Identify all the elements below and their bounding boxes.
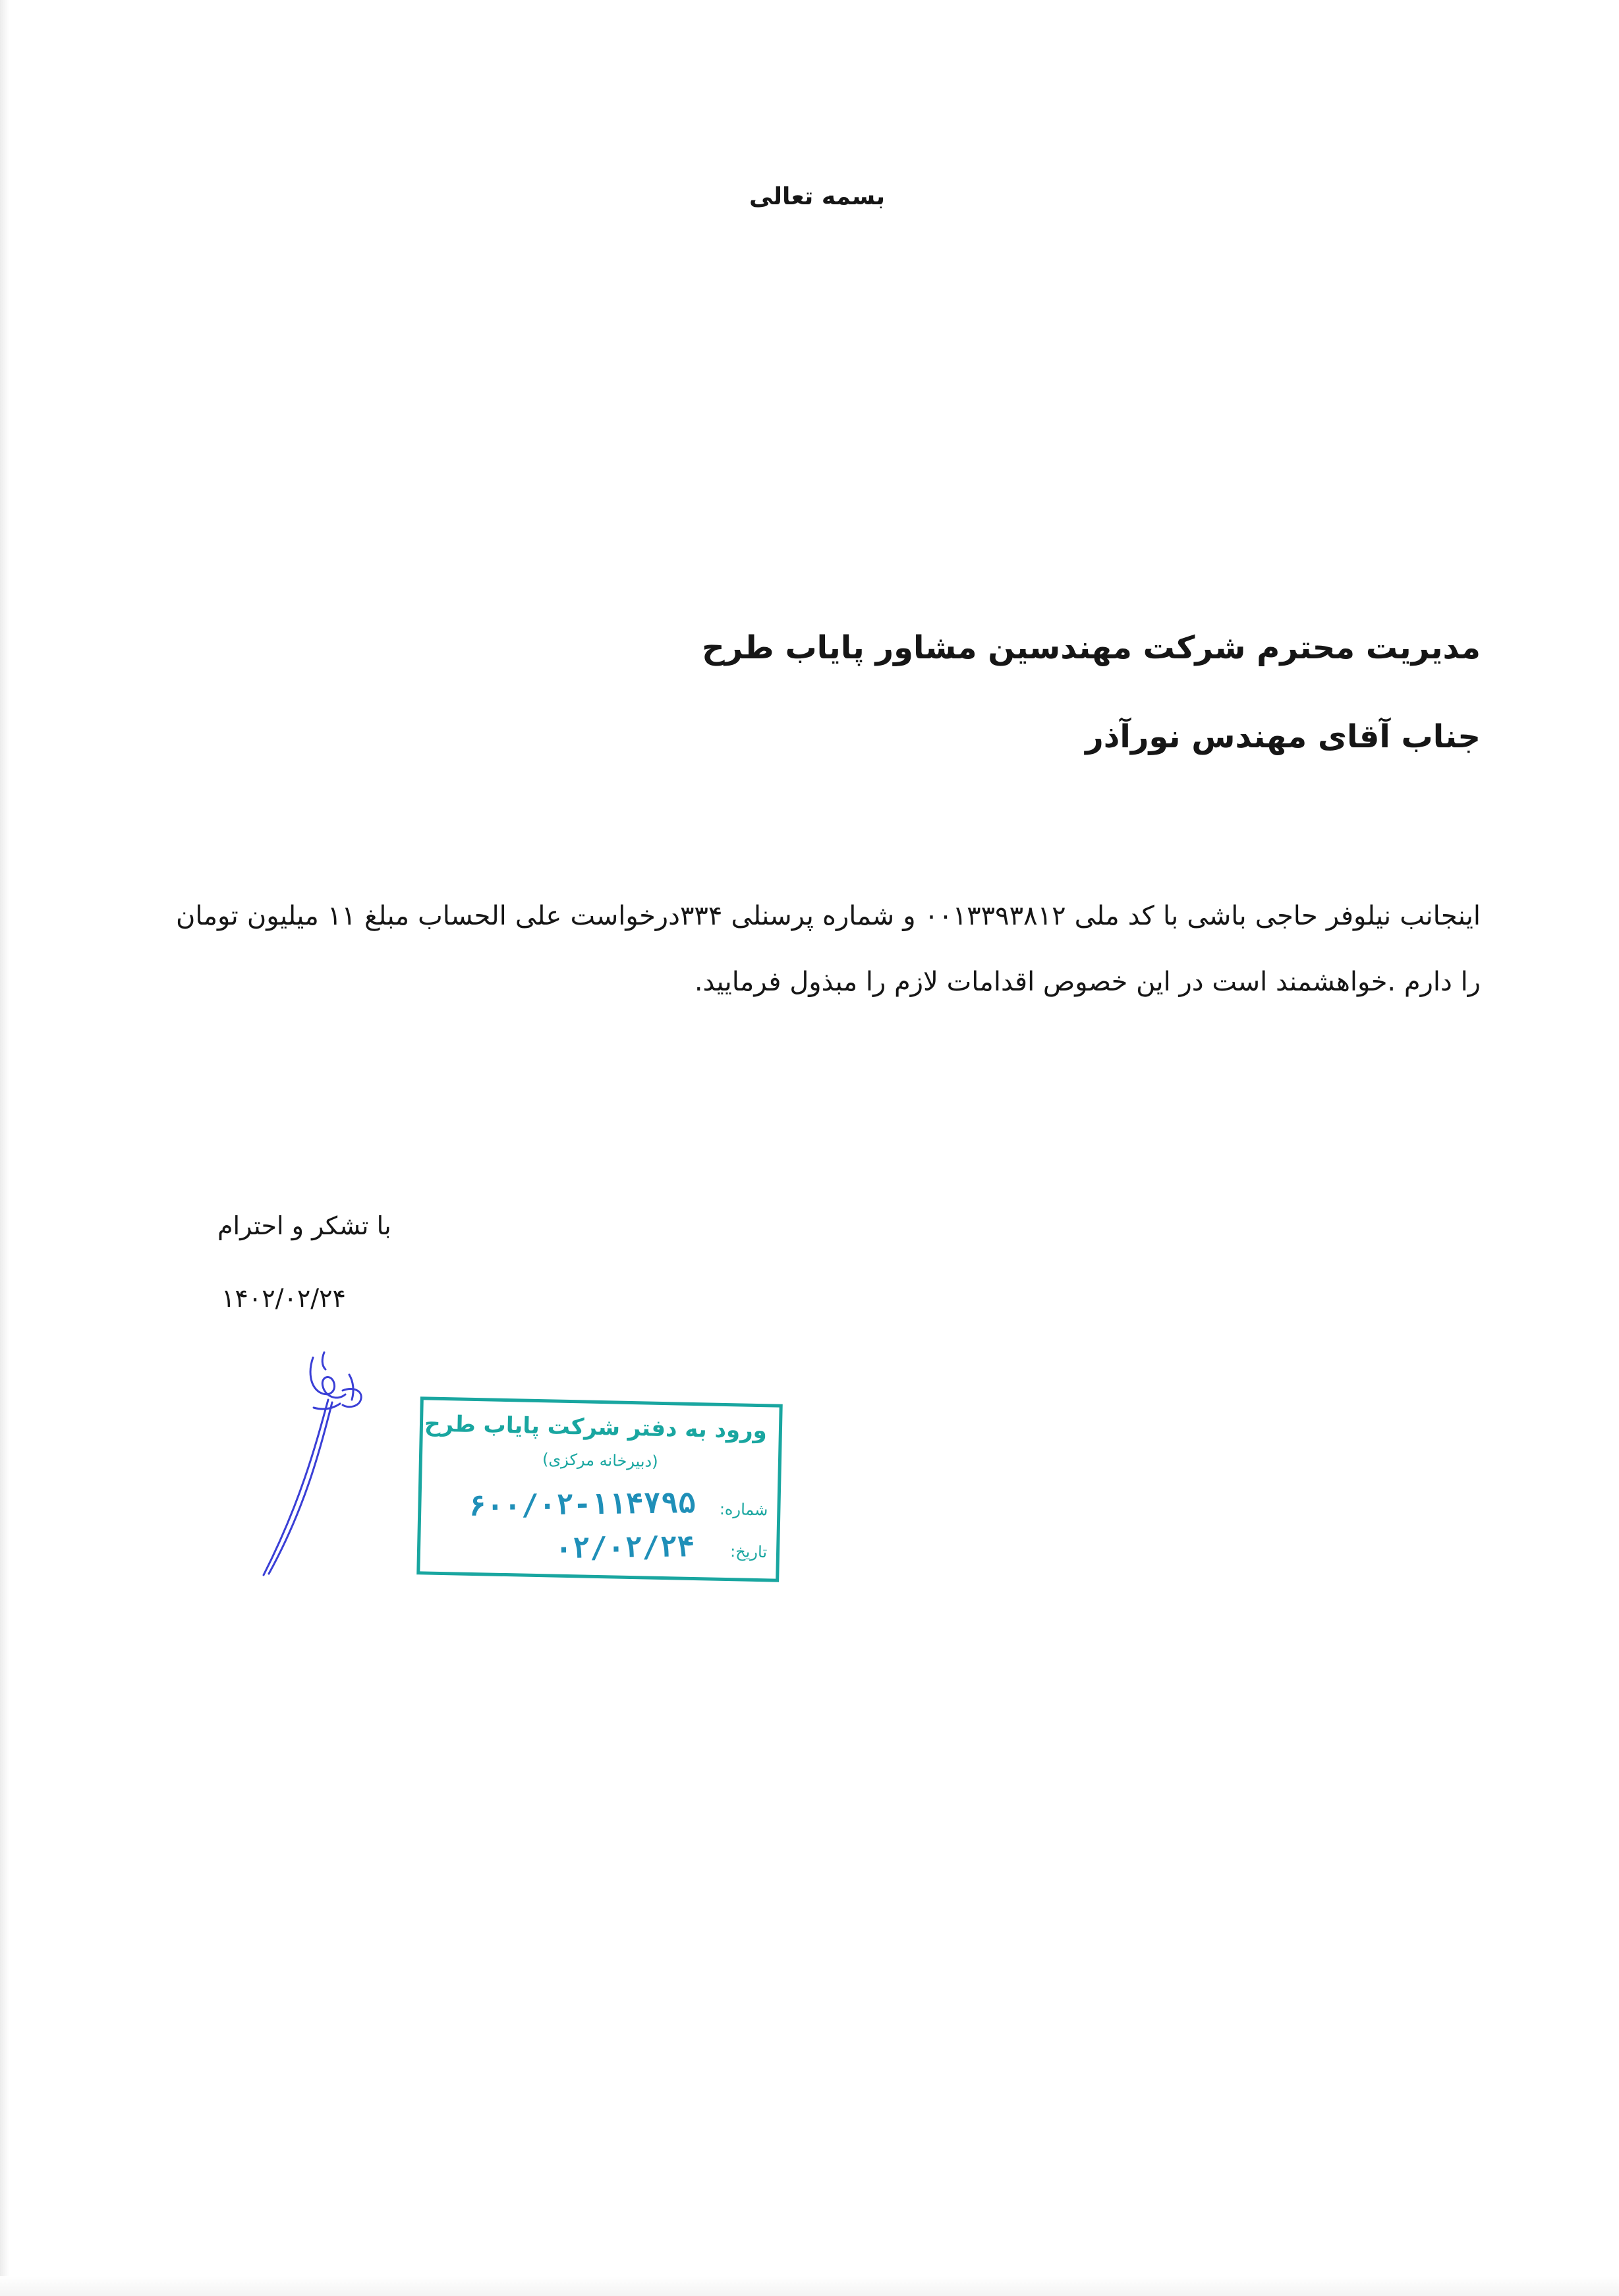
letter-closing: با تشکر و احترام: [217, 1211, 391, 1240]
stamp-date-label: تاریخ:: [729, 1542, 768, 1562]
office-receipt-stamp: [416, 1396, 783, 1582]
stamp-number-row: [430, 1485, 768, 1532]
letter-invocation: بسمه تعالی: [749, 183, 885, 210]
stamp-subtitle: (دبیرخانه مرکزی): [542, 1450, 658, 1471]
scan-bottom-edge: [0, 2276, 1619, 2296]
addressee-person: جناب آقای مهندس نورآذر: [1085, 718, 1481, 755]
scan-edge-shadow: [0, 0, 9, 2296]
letter-body: اینجانب نیلوفر حاجی باشی با کد ملی ۰۰۱۳۳۹۳۸۱۲ و شماره پرسنلی ۳۳۴درخواست علی الحساب مبلغ ۱۱ میلیون تومان را دارم .خواهشمند است در این خصوص اقدامات لازم را مبذول فرمایید.: [176, 901, 1481, 997]
signature-drawing: [250, 1344, 389, 1582]
stamp-title: ورود به دفتر شرکت پایاب طرح: [424, 1410, 768, 1445]
stamp-number-label: شماره:: [719, 1499, 768, 1520]
stamp-number-value: ۶۰۰/۰۲-۱۱۴۷۹۵: [468, 1486, 696, 1523]
letter-date: ۱۴۰۲/۰۲/۲۴: [221, 1284, 346, 1313]
addressee-company: مدیریت محترم شرکت مهندسین مشاور پایاب طرح: [702, 629, 1481, 666]
stamp-date-value: ۰۲/۰۲/۲۴: [554, 1530, 695, 1566]
handwritten-signature: [250, 1344, 389, 1582]
stamp-date-row: [430, 1527, 768, 1574]
